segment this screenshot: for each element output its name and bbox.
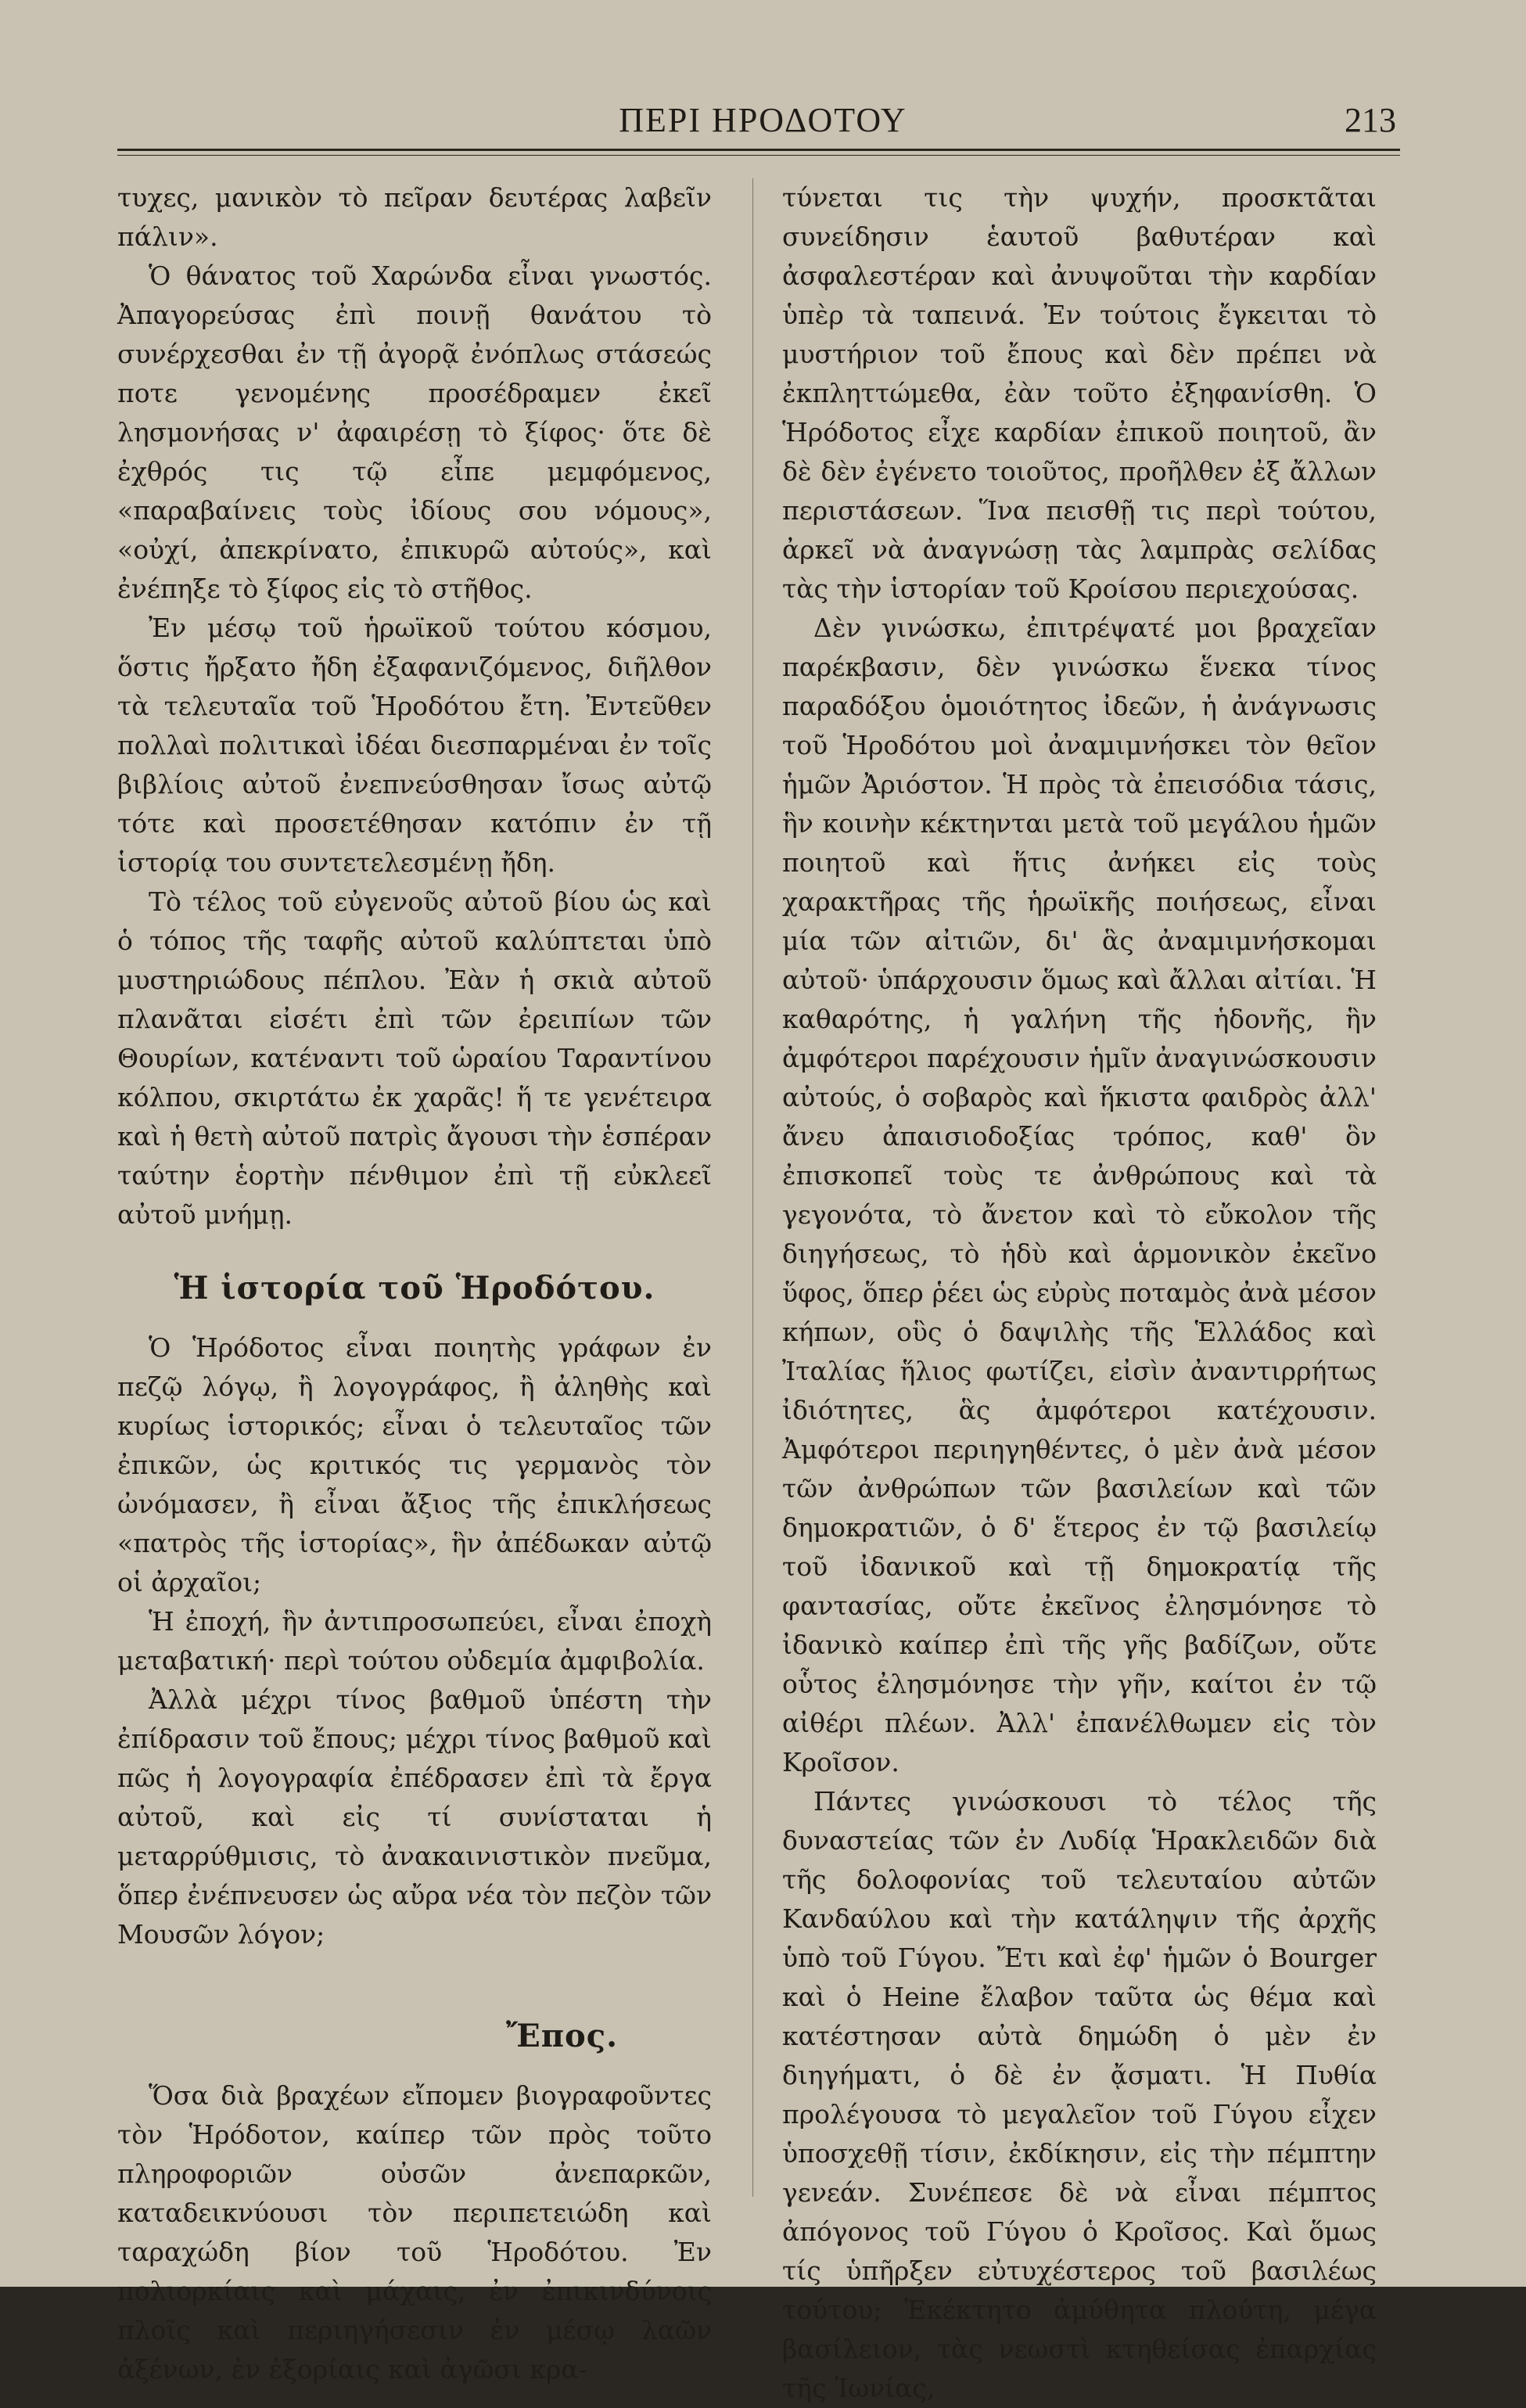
left-column (117, 178, 712, 2389)
column-divider (752, 178, 753, 2197)
running-title: ΠΕΡΙ ΗΡΟΔΟΤΟΥ (619, 101, 907, 139)
paragraph: Ἀλλὰ μέχρι τίνος βαθμοῦ ὑπέστη τὴν ἐπίδρασιν τοῦ ἔπους; μέχρι τίνος βαθμοῦ καὶ πῶς ἡ λογογραφία ἐπέδρασεν ἐπὶ τὰ ἔργα αὐτοῦ, καὶ εἰς τί συνίσταται ἡ μεταρρύθμισις, τὸ ἀνακαινιστικὸν πνεῦμα, ὅπερ ἐνέπνευσεν ὡς αὔρα νέα τὸν πεζὸν τῶν Μουσῶν λόγον; (117, 1684, 712, 1950)
page-header (0, 92, 1526, 147)
header-rule (117, 149, 1400, 151)
paragraph: Ἡ ἐποχή, ἣν ἀντιπροσωπεύει, εἶναι ἐποχὴ μεταβατική· περὶ τούτου οὐδεμία ἀμφιβολία. (117, 1606, 712, 1676)
section-heading: Ἡ ἱστορία τοῦ Ἡροδότου. (174, 1270, 655, 1306)
paragraph: Τὸ τέλος τοῦ εὐγενοῦς αὐτοῦ βίου ὡς καὶ ὁ τόπος τῆς ταφῆς αὐτοῦ καλύπτεται ὑπὸ μυστηριώδους πέπλου. Ἐὰν ἡ σκιὰ αὐτοῦ πλανᾶται εἰσέτι ἐπὶ τῶν ἐρειπίων τῶν Θουρίων, κατέναντι τοῦ ὡραίου Ταραντίνου κόλπου, σκιρτάτω ἐκ χαρᾶς! ἥ τε γενέτειρα καὶ ἡ θετὴ αὐτοῦ πατρὶς ἄγουσι τὴν ἑσπέραν ταύτην ἑορτὴν πένθιμον ἐπὶ τῇ εὐκλεεῖ αὐτοῦ μνήμῃ. (117, 886, 712, 1230)
paragraph: τυχες, μανικὸν τὸ πεῖραν δευτέρας λαβεῖν πάλιν». (117, 182, 712, 252)
paragraph: Ἐν μέσῳ τοῦ ἡρωϊκοῦ τούτου κόσμου, ὅστις ἤρξατο ἤδη ἐξαφανιζόμενος, διῆλθον τὰ τελευταῖα τοῦ Ἡροδότου ἔτη. Ἐντεῦθεν πολλαὶ πολιτικαὶ ἰδέαι διεσπαρμέναι ἐν τοῖς βιβλίοις αὐτοῦ ἐνεπνεύσθησαν ἴσως αὐτῷ τότε καὶ προσετέθησαν κατόπιν ἐν τῇ ἱστορίᾳ του συντετελεσμένῃ ἤδη. (117, 613, 712, 878)
paragraph: τύνεται τις τὴν ψυχήν, προσκτᾶται συνείδησιν ἑαυτοῦ βαθυτέραν καὶ ἀσφαλεστέραν καὶ ἀνυψοῦται τὴν καρδίαν ὑπὲρ τὰ ταπεινά. Ἐν τούτοις ἔγκειται τὸ μυστήριον τοῦ ἔπους καὶ δὲν πρέπει νὰ ἐκπληττώμεθα, ἐὰν τοῦτο ἐξηφανίσθη. Ὁ Ἡρόδοτος εἶχε καρδίαν ἐπικοῦ ποιητοῦ, ἂν δὲ δὲν ἐγένετο τοιοῦτος, προῆλθεν ἐξ ἄλλων περιστάσεων. Ἵνα πεισθῇ τις περὶ τούτου, ἀρκεῖ νὰ ἀναγνώσῃ τὰς λαμπρὰς σελίδας τὰς τὴν ἱστορίαν τοῦ Κροίσου περιεχούσας. (782, 182, 1377, 604)
right-column (782, 178, 1377, 2408)
page-number: 213 (1345, 101, 1396, 139)
header-rule-thin (117, 155, 1400, 156)
paragraph: Ὁ θάνατος τοῦ Χαρώνδα εἶναι γνωστός. Ἀπαγορεύσας ἐπὶ ποινῇ θανάτου τὸ συνέρχεσθαι ἐν τῇ ἀγορᾷ ἐνόπλως στάσεώς ποτε γενομένης προσέδραμεν ἐκεῖ λησμονήσας ν' ἀφαιρέσῃ τὸ ξίφος· ὅτε δὲ ἐχθρός τις τῷ εἶπε μεμφόμενος, «παραβαίνεις τοὺς ἰδίους σου νόμους», «οὐχί, ἀπεκρίνατο, ἐπικυρῶ αὐτούς», καὶ ἐνέπηξε τὸ ξίφος εἰς τὸ στῆθος. (117, 261, 712, 604)
paragraph: Ὁ Ἡρόδοτος εἶναι ποιητὴς γράφων ἐν πεζῷ λόγῳ, ἢ λογογράφος, ἢ ἀληθὴς καὶ κυρίως ἱστορικός; εἶναι ὁ τελευταῖος τῶν ἐπικῶν, ὡς κριτικός τις γερμανὸς τὸν ὠνόμασεν, ἢ εἶναι ἄξιος τῆς ἐπικλήσεως «πατρὸς τῆς ἱστορίας», ἣν ἀπέδωκαν αὐτῷ οἱ ἀρχαῖοι; (117, 1332, 712, 1598)
paragraph: Ὅσα διὰ βραχέων εἴπομεν βιογραφοῦντες τὸν Ἡρόδοτον, καίπερ τῶν πρὸς τοῦτο πληροφοριῶν οὐσῶν ἀνεπαρκῶν, καταδεικνύουσι τὸν περιπετειώδη καὶ ταραχώδη βίον τοῦ Ἡροδότου. Ἐν πολιορκίαις καὶ μάχαις, ἐν ἐπικινδύνοις πλοῖς καὶ περιηγήσεσιν ἐν μέσῳ λαῶν ἀξένων, ἐν ἐξορίαις καὶ ἀγῶσι κρα- (117, 2080, 712, 2385)
section-heading: Ἔπος. (506, 2018, 618, 2054)
paragraph: Δὲν γινώσκω, ἐπιτρέψατέ μοι βραχεῖαν παρέκβασιν, δὲν γινώσκω ἕνεκα τίνος παραδόξου ὁμοιότητος ἰδεῶν, ἡ ἀνάγνωσις τοῦ Ἡροδότου μοὶ ἀναμιμνήσκει τὸν θεῖον ἡμῶν Ἀριόστον. Ἡ πρὸς τὰ ἐπεισόδια τάσις, ἣν κοινὴν κέκτηνται μετὰ τοῦ μεγάλου ἡμῶν ποιητοῦ καὶ ἥτις ἀνήκει εἰς τοὺς χαρακτῆρας τῆς ἡρωϊκῆς ποιήσεως, εἶναι μία τῶν αἰτιῶν, δι' ἃς ἀναμιμνήσκομαι αὐτοῦ· ὑπάρχουσιν ὅμως καὶ ἄλλαι αἰτίαι. Ἡ καθαρότης, ἡ γαλήνη τῆς ἡδονῆς, ἣν ἀμφότεροι παρέχουσιν ἡμῖν ἀναγινώσκουσιν αὐτούς, ὁ σοβαρὸς καὶ ἥκιστα φαιδρὸς ἀλλ' ἄνευ ἀπαισιοδοξίας τρόπος, καθ' ὃν ἐπισκοπεῖ τοὺς τε ἀνθρώπους καὶ τὰ γεγονότα, τὸ ἄνετον καὶ τὸ εὔκολον τῆς διηγήσεως, τὸ ἡδὺ καὶ ἁρμονικὸν ἐκεῖνο ὕφος, ὅπερ ῥέει ὡς εὐρὺς ποταμὸς ἀνὰ μέσον κήπων, οὓς ὁ δαψιλὴς τῆς Ἑλλάδος καὶ Ἰταλίας ἥλιος φωτίζει, εἰσὶν ἀναντιρρήτως ἰδιότητες, ἃς ἀμφότεροι κατέχουσιν. Ἀμφότεροι περιηγηθέντες, ὁ μὲν ἀνὰ μέσον τῶν ἀνθρώπων τῶν βασιλείων καὶ τῶν δημοκρατιῶν, ὁ δ' ἕτερος ἐν τῷ βασιλείῳ τοῦ ἰδανικοῦ καὶ τῇ δημοκρατίᾳ τῆς φαντασίας, οὔτε ἐκεῖνος ἐλησμόνησε τὸ ἰδανικὸ καίπερ ἐπὶ τῆς γῆς βαδίζων, οὔτε οὗτος ἐλησμόνησε τὴν γῆν, καίτοι ἐν τῷ αἰθέρι πλέων. Ἀλλ' ἐπανέλθωμεν εἰς τὸν Κροῖσον. (782, 613, 1377, 1777)
paragraph: Πάντες γινώσκουσι τὸ τέλος τῆς δυναστείας τῶν ἐν Λυδίᾳ Ἡρακλειδῶν διὰ τῆς δολοφονίας τοῦ τελευταίου αὐτῶν Κανδαύλου καὶ τὴν κατάληψιν τῆς ἀρχῆς ὑπὸ τοῦ Γύγου. Ἔτι καὶ ἐφ' ἡμῶν ὁ Bourger καὶ ὁ Heine ἔλαβον ταῦτα ὡς θέμα καὶ κατέστησαν αὐτὰ δημώδη ὁ μὲν ἐν διηγήματι, ὁ δὲ ἐν ᾄσματι. Ἡ Πυθία προλέγουσα τὸ μεγαλεῖον τοῦ Γύγου εἶχεν ὑποσχεθῇ τίσιν, ἐκδίκησιν, εἰς τὴν πέμπτην γενεάν. Συνέπεσε δὲ νὰ εἶναι πέμπτος ἀπόγονος τοῦ Γύγου ὁ Κροῖσος. Καὶ ὅμως τίς ὑπῆρξεν εὐτυχέστερος τοῦ βασιλέως τούτου; Ἐκέκτητο ἀμύθητα πλούτη, μέγα βασίλειον, τὰς νεωστὶ κτηθείσας ἐπαρχίας τῆς Ἰωνίας, (782, 1786, 1377, 2403)
